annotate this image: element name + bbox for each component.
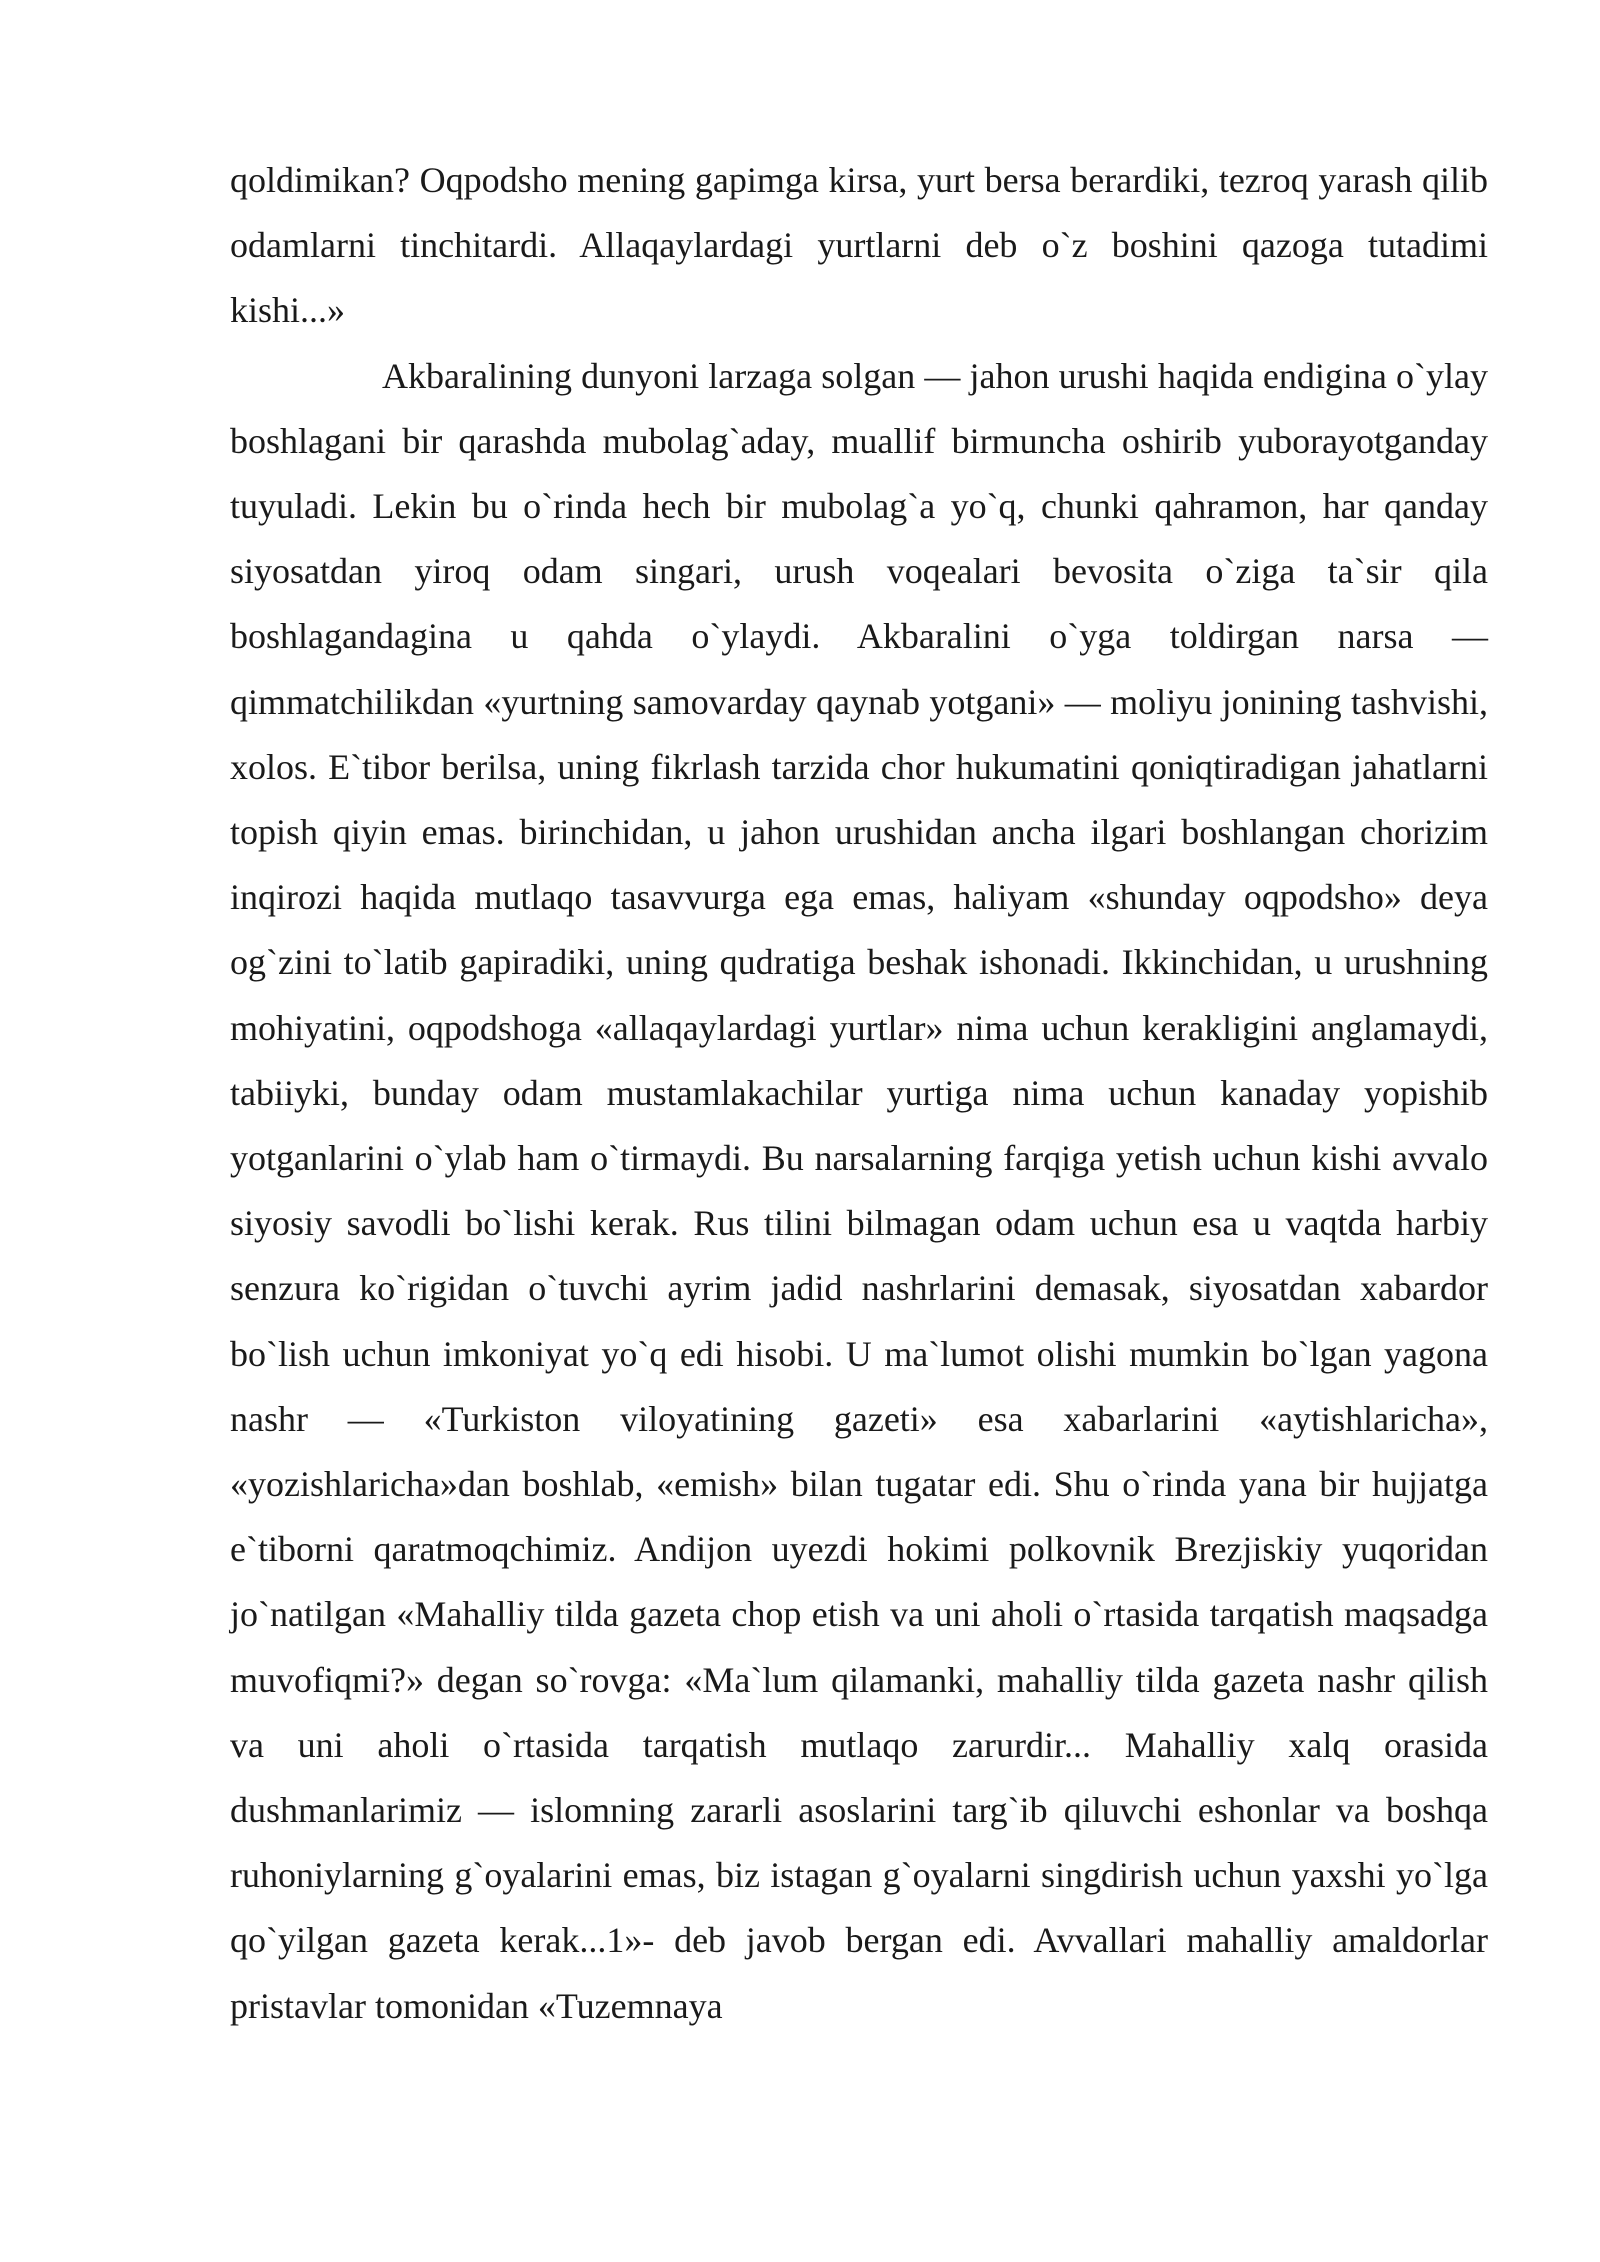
paragraph-main: Akbaralining dunyoni larzaga solgan — jahon urushi haqida endigina o`ylay boshlagani bir qarashda mubolag`aday, muallif birmuncha oshirib yuborayotganday tuyuladi. Lekin bu o`rinda hech bir mubolag`a yo`q, chunki qahramon, har qanday siyosatdan yiroq odam singari, urush voqealari bevosita o`ziga ta`sir qila boshlagandagina u qahda o`ylaydi. Akbaralini o`yga toldirgan narsa — qimmatchilikdan «yurtning samovarday qaynab yotgani» — moliyu jonining tashvishi, xolos. E`tibor berilsa, uning fikrlash tarzida chor hukumatini qoniqtiradigan jahatlarni topish qiyin emas. birinchidan, u jahon urushidan ancha ilgari boshlangan chorizim inqirozi haqida mutlaqo tasavvurga ega emas, haliyam «shunday oqpodsho» deya og`zini to`latib gapiradiki, uning qudratiga beshak ishonadi. Ikkinchidan, u urushning mohiyatini, oqpodshoga «allaqaylardagi yurtlar» nima uchun kerakligini anglamaydi, tabiiyki, bunday odam mustamlakachilar yurtiga nima uchun kanaday yopishib yotganlarini o`ylab ham o`tirmaydi. Bu narsalarning farqiga yetish uchun kishi avvalo siyosiy savodli bo`lishi kerak. Rus tilini bilmagan odam uchun esa u vaqtda harbiy senzura ko`rigidan o`tuvchi ayrim jadid nashrlarini demasak, siyosatdan xabardor bo`lish uchun imkoniyat yo`q edi hisobi. U ma`lumot olishi mumkin bo`lgan yagona nashr — «Turkiston viloyatining gazeti» esa xabarlarini «aytishlaricha», «yozishlaricha»dan boshlab, «emish» bilan tugatar edi. Shu o`rinda yana bir hujjatga e`tiborni qaratmoqchimiz. Andijon uyezdi hokimi polkovnik Brezjiskiy yuqoridan jo`natilgan «Mahalliy tilda gazeta chop etish va uni aholi o`rtasida tarqatish maqsadga muvofiqmi?» degan so`rovga: «Ma`lum qilamanki, mahalliy tilda gazeta nashr qilish va uni aholi o`rtasida tarqatish mutlaqo zarurdir... Mahalliy xalq orasida dushmanlarimiz — islomning zararli asoslarini targ`ib qiluvchi eshonlar va boshqa ruhoniylarning g`oyalarini emas, biz istagan g`oyalarni singdirish uchun yaxshi yo`lga qo`yilgan gazeta kerak...1»- deb javob bergan edi. Avvallari mahalliy amaldorlar pristavlar tomonidan «Tuzemnaya [230, 355, 1488, 2026]
paragraph-continuation: qoldimikan? Oqpodsho mening gapimga kirsa, yurt bersa berardiki, tezroq yarash qilib odamlarni tinchitardi. Allaqaylardagi yurtlarni deb o`z boshini qazoga tutadimi kishi...» [230, 160, 1488, 331]
document-body [230, 148, 1488, 2039]
